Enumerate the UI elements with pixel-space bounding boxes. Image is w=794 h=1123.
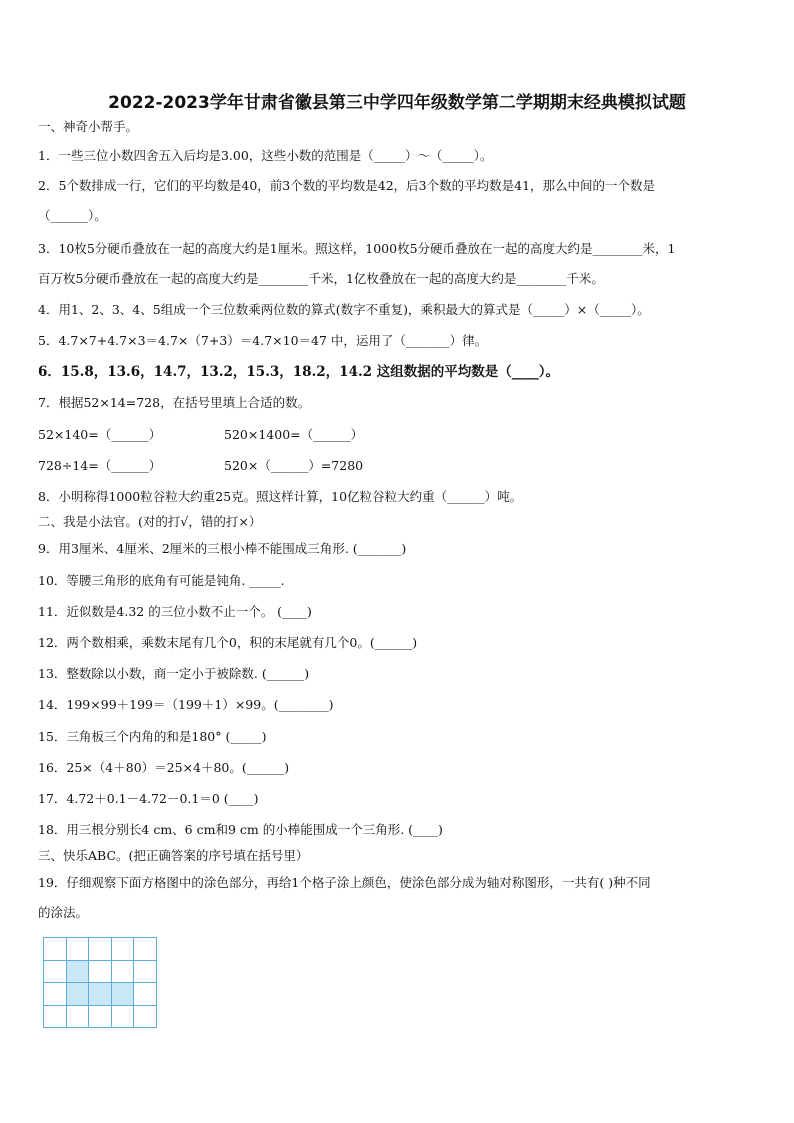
question-1: 1．一些三位小数四舍五入后均是3.00，这些小数的范围是（_____）～（_____）。 [38,148,493,163]
question-13: 13．整数除以小数，商一定小于被除数. (______) [38,666,310,681]
section-3-heading: 三、快乐ABC。(把正确答案的序号填在括号里） [38,848,309,863]
grid-cell [112,961,135,984]
question-7-row-1 [38,427,763,443]
grid-cell [134,938,157,961]
question-2: 2．5个数排成一行，它们的平均数是40，前3个数的平均数是42，后3个数的平均数是41，那么中间的一个数是 [38,178,656,193]
question-7: 7．根据52×14=728，在括号里填上合适的数。 [38,395,311,410]
grid-cell [44,983,67,1006]
question-8: 8．小明称得1000粒谷粒大约重25克。照这样计算，10亿粒谷粒大约重（______）吨。 [38,489,523,504]
q7-item-c: 728÷14=（______） [38,458,162,473]
grid-cell-shaded [67,983,90,1006]
q7-item-b: 520×1400=（______） [224,427,364,442]
question-19: 19．仔细观察下面方格图中的涂色部分，再给1个格子涂上颜色，使涂色部分成为轴对称图形，一共有( )种不同 [38,875,651,890]
question-15: 15．三角板三个内角的和是180° (_____) [38,729,267,744]
grid-cell [134,1006,157,1029]
question-19-cont: 的涂法。 [38,905,89,920]
question-2-cont: （______）。 [38,208,107,223]
question-16: 16．25×（4＋80）＝25×4＋80。(______) [38,760,290,775]
question-11: 11．近似数是4.32 的三位小数不止一个。 (____) [38,604,312,619]
grid-cell [44,961,67,984]
grid-cell [89,961,112,984]
question-4: 4．用1、2、3、4、5组成一个三位数乘两位数的算式(数字不重复)，乘积最大的算式是（_____）×（_____）。 [38,302,650,317]
question-12: 12．两个数相乘，乘数末尾有几个0，积的末尾就有几个0。(______) [38,635,418,650]
grid-cell [134,961,157,984]
question-17: 17．4.72＋0.1－4.72－0.1＝0 (____) [38,791,259,806]
q7-item-d: 520×（______）=7280 [224,458,364,473]
grid-cell-shaded [67,961,90,984]
question-3: 3．10枚5分硬币叠放在一起的高度大约是1厘米。照这样，1000枚5分硬币叠放在一起的高度大约是________米，1 [38,241,676,256]
grid-cell [112,1006,135,1029]
grid-cell [44,938,67,961]
question-18: 18．用三根分别长4 cm、6 cm和9 cm 的小棒能围成一个三角形. (____) [38,822,443,837]
grid-cell [89,938,112,961]
section-2-heading: 二、我是小法官。(对的打√，错的打×） [38,514,262,529]
grid-cell-shaded [89,983,112,1006]
grid-cell [67,1006,90,1029]
grid-cell [44,1006,67,1029]
grid-cell [67,938,90,961]
question-14: 14．199×99＋199＝（199＋1）×99。(________) [38,697,334,712]
grid-cell [134,983,157,1006]
grid-cell [112,938,135,961]
question-5: 5．4.7×7+4.7×3＝4.7×（7+3）＝4.7×10＝47 中，运用了（_______）律。 [38,333,488,348]
grid-cell [89,1006,112,1029]
question-10: 10．等腰三角形的底角有可能是钝角. _____. [38,573,285,588]
square-grid-figure [43,937,157,1028]
question-9: 9．用3厘米、4厘米、2厘米的三根小棒不能围成三角形. (_______) [38,541,407,556]
q7-item-a: 52×140=（______） [38,427,162,442]
section-1-heading: 一、神奇小帮手。 [38,119,139,134]
page-title: 2022-2023学年甘肃省徽县第三中学四年级数学第二学期期末经典模拟试题 [108,93,686,113]
question-3-cont: 百万枚5分硬币叠放在一起的高度大约是________千米，1亿枚叠放在一起的高度大约是________千米。 [38,271,604,286]
question-7-row-2 [38,458,763,474]
question-6: 6．15.8，13.6，14.7，13.2，15.3，18.2，14.2 这组数据的平均数是（____）。 [38,364,560,380]
grid-cell-shaded [112,983,135,1006]
